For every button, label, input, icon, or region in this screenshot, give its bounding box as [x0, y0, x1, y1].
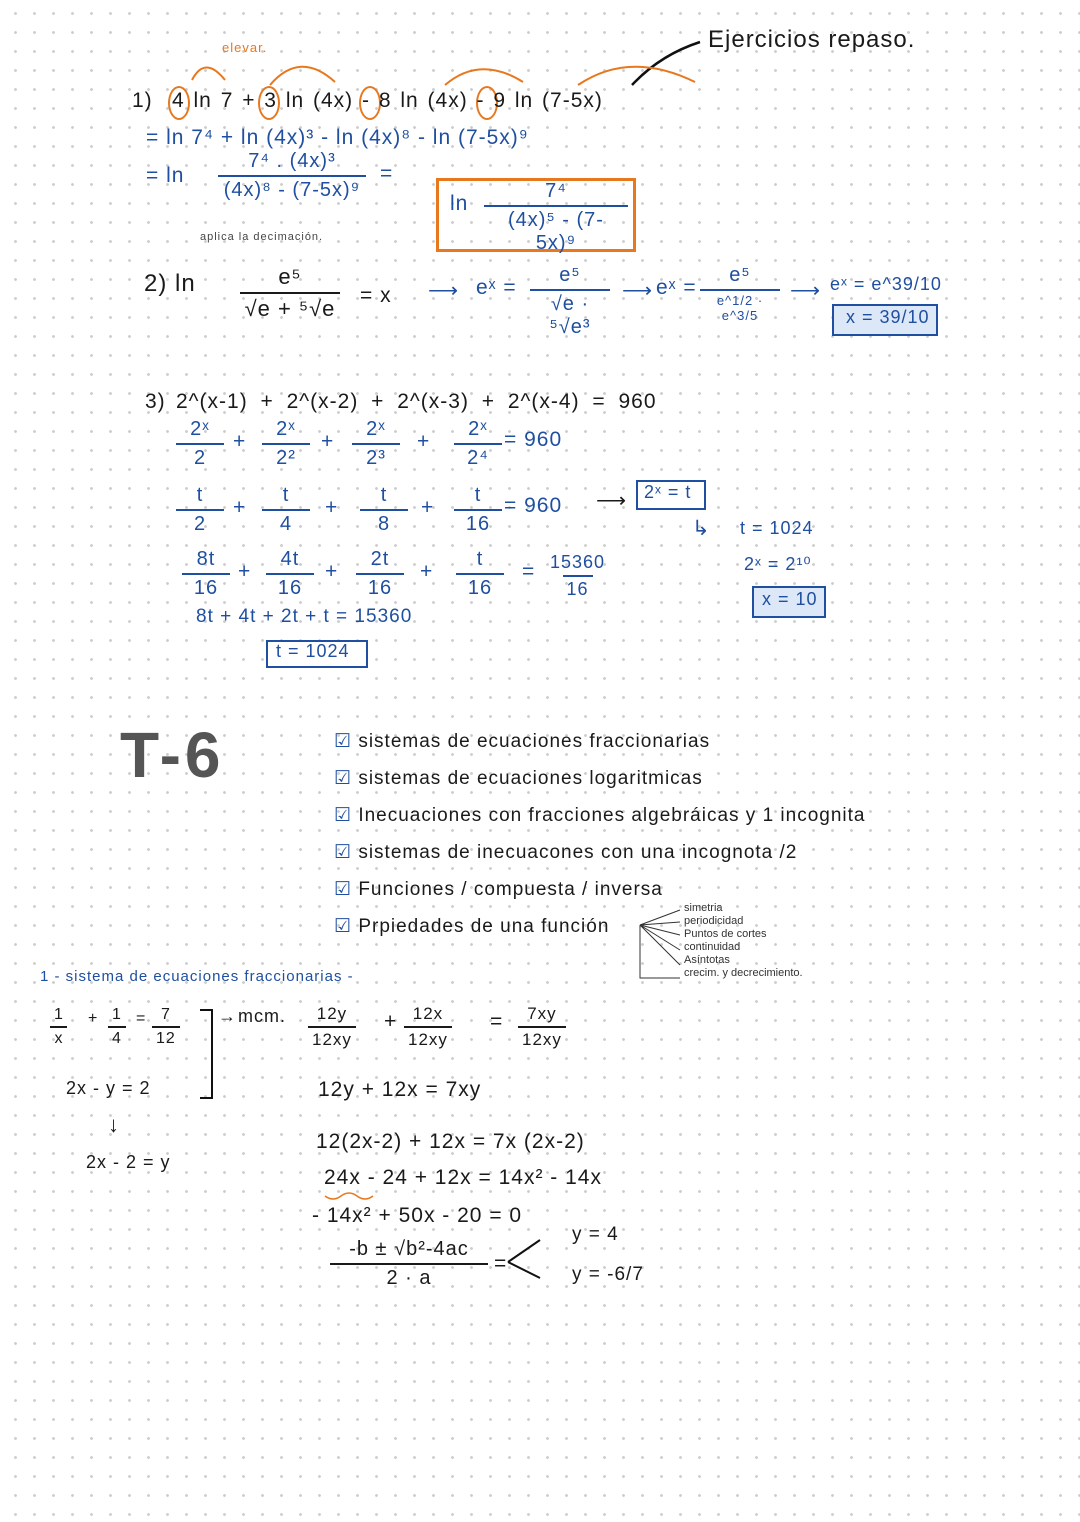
property-item: crecim. y decrecimiento.	[684, 967, 803, 979]
fraction	[176, 484, 224, 536]
step-3: 24x - 24 + 12x = 14x² - 14x	[324, 1166, 602, 1189]
numerator: 1	[54, 1006, 64, 1023]
numerator: -b ± √b²-4ac	[349, 1238, 469, 1260]
numerator: 2ˣ	[276, 418, 296, 440]
substitution: 2ˣ = t	[644, 482, 692, 502]
solution-y2: y = -6/7	[572, 1264, 644, 1285]
plus-sign: +	[420, 560, 434, 583]
denominator: 16	[266, 573, 314, 600]
checked-box-icon[interactable]: ☑	[334, 805, 353, 826]
numerator: 7⁴	[545, 180, 567, 202]
numerator: 7xy	[527, 1004, 557, 1023]
denominator: 16	[563, 575, 593, 600]
denominator: (4x)⁸ - (7-5x)⁹	[218, 175, 366, 202]
ex3-side-power: 2ˣ = 2¹⁰	[744, 554, 812, 574]
numerator: 2t	[370, 548, 390, 570]
arrow-icon: ⟶	[596, 489, 628, 512]
ex2-fraction	[240, 264, 340, 322]
fraction	[456, 548, 504, 600]
ex3-side-t: t = 1024	[740, 518, 814, 538]
plus-sign: +	[238, 560, 252, 583]
denominator: 12xy	[308, 1026, 356, 1050]
topic-item	[334, 730, 710, 753]
property-item: Asíntotas	[684, 954, 730, 966]
numerator: 12y	[316, 1004, 348, 1023]
denominator: 2⁴	[454, 443, 502, 470]
fraction	[360, 484, 408, 536]
denominator: 12	[152, 1026, 180, 1048]
checked-box-icon[interactable]: ☑	[334, 731, 353, 752]
arrow-icon: ↳	[692, 517, 711, 540]
numerator: 8t	[196, 548, 216, 570]
denominator: (4x)⁵ - (7-5x)⁹	[484, 205, 628, 255]
fraction	[176, 418, 224, 470]
arrow-icon: ⟶	[428, 279, 460, 302]
topic-item-label: Funciones / compuesta / inversa	[358, 879, 663, 900]
ex2-step1-lhs: eˣ =	[476, 276, 517, 299]
numerator: e⁵	[729, 264, 751, 286]
numerator: t	[380, 484, 388, 506]
numerator: 1	[112, 1006, 122, 1023]
numerator: 12x	[412, 1004, 444, 1023]
denominator: 2	[176, 443, 224, 470]
numerator: 2ˣ	[190, 418, 210, 440]
fraction	[262, 484, 310, 536]
solution-y1: y = 4	[572, 1224, 619, 1245]
fraction	[352, 418, 400, 470]
quadratic-formula	[330, 1238, 488, 1290]
property-item: simetria	[684, 902, 723, 914]
ex3-line5: 8t + 4t + 2t + t = 15360	[196, 606, 413, 627]
denominator: 12xy	[404, 1026, 452, 1050]
plus-sign: +	[88, 1010, 99, 1027]
ex1-label: 1)	[132, 89, 153, 112]
denominator: 2²	[262, 443, 310, 470]
ex3-label: 3)	[145, 390, 166, 413]
step-4: - 14x² + 50x - 20 = 0	[312, 1204, 523, 1227]
plus-sign: +	[233, 430, 247, 453]
numerator: t	[196, 484, 204, 506]
numerator: t	[474, 484, 482, 506]
numerator: e⁵	[278, 264, 302, 289]
step-1: 12y + 12x = 7xy	[318, 1078, 482, 1101]
topic-item-label: Prpiedades de una función	[358, 916, 610, 937]
plus-sign: +	[325, 560, 339, 583]
down-arrow-icon: ↓	[108, 1112, 120, 1137]
ex2-result: x = 39/10	[846, 307, 930, 327]
numerator: 4t	[280, 548, 300, 570]
fraction	[182, 548, 230, 600]
topic-item	[334, 767, 703, 790]
denominator: e^1/2 · e^3/5	[700, 289, 780, 323]
checked-box-icon[interactable]: ☑	[334, 842, 353, 863]
fraction	[454, 484, 502, 536]
ex1-line2: = ln 7⁴ + ln (4x)³ - ln (4x)⁸ - ln (7-5x)⁹	[146, 126, 529, 149]
plus-sign: +	[325, 496, 339, 519]
equals-sign: =	[494, 1252, 508, 1275]
denominator: 4	[108, 1026, 126, 1048]
plus-sign: +	[384, 1010, 398, 1033]
plus-sign: +	[233, 496, 247, 519]
equals-sign: =	[380, 162, 394, 185]
ex1-line3-prefix: = ln	[146, 164, 185, 187]
plus-sign: +	[321, 430, 335, 453]
denominator: 2³	[352, 443, 400, 470]
fraction-7-12	[152, 1006, 180, 1048]
fraction-1-4	[108, 1006, 126, 1048]
topic-item	[334, 804, 866, 827]
numerator: 7⁴ . (4x)³	[248, 150, 336, 172]
ex3-line4-rhs	[546, 552, 609, 600]
numerator: t	[282, 484, 290, 506]
ex2-step2-lhs: eˣ =	[656, 276, 697, 299]
denominator: x	[50, 1026, 67, 1048]
ex3-result: x = 10	[762, 589, 818, 609]
fraction	[356, 548, 404, 600]
arrow-icon: ⟶	[622, 279, 654, 302]
t-result: t = 1024	[276, 641, 350, 661]
plus-sign: +	[421, 496, 435, 519]
property-item: periodicidad	[684, 915, 744, 927]
denominator: 2 · a	[330, 1263, 488, 1290]
ex3-line1: 2^(x-1) + 2^(x-2) + 2^(x-3) + 2^(x-4) = 960	[176, 390, 657, 413]
fraction-7xy	[518, 1004, 566, 1050]
plus-sign: +	[417, 430, 431, 453]
ex1-line3-fraction	[218, 150, 366, 202]
numerator: t	[476, 548, 484, 570]
equals-sign: =	[522, 560, 536, 583]
denominator: 8	[360, 509, 408, 536]
elevar-note: elevar.	[222, 40, 268, 55]
equals-sign: =	[490, 1010, 504, 1033]
section-title: 1 - sistema de ecuaciones fraccionarias -	[40, 968, 354, 985]
mcm-label: mcm.	[238, 1006, 286, 1026]
fraction-1-x	[50, 1006, 68, 1048]
denominator: 4	[262, 509, 310, 536]
checked-box-icon[interactable]: ☑	[334, 879, 353, 900]
topic-item-label: sistemas de ecuaciones fraccionarias	[358, 731, 711, 752]
ex1-note: aplica la decimación.	[200, 231, 324, 243]
numerator: 7	[160, 1006, 171, 1023]
fraction-12x	[404, 1004, 452, 1050]
denominator: √e · ⁵√e³	[530, 289, 610, 339]
ex2-step1-fraction	[530, 264, 610, 339]
topic-item-label: sistemas de ecuaciones logaritmicas	[358, 768, 703, 789]
ex3-line3-rhs: = 960	[504, 494, 563, 517]
ex1-line1: 4 ln 7 + 3 ln (4x) - 8 ln (4x) - 9 ln (7-5x)	[172, 89, 603, 112]
topic-item-label: Inecuaciones con fracciones algebráicas y 1 incognita	[358, 805, 866, 826]
numerator: 2ˣ	[366, 418, 386, 440]
fraction	[266, 548, 314, 600]
step-2: 12(2x-2) + 12x = 7x (2x-2)	[316, 1130, 585, 1153]
property-item: Puntos de cortes	[684, 928, 767, 940]
arrow-icon: ⟶	[790, 279, 822, 302]
topic-item-label: sistemas de inecuacones con una incognota /2	[358, 842, 798, 863]
denominator: 16	[454, 509, 502, 536]
topic-item	[334, 915, 609, 938]
fraction	[454, 418, 502, 470]
checked-box-icon[interactable]: ☑	[334, 916, 353, 937]
equals-sign: =	[136, 1010, 147, 1027]
ex1-result-prefix: ln	[450, 192, 469, 215]
ex1-result-fraction	[484, 180, 628, 255]
topic-title: T-6	[120, 719, 225, 791]
page-title: Ejercicios repaso.	[708, 26, 916, 53]
ex3-line2-rhs: = 960	[504, 428, 563, 451]
checked-box-icon[interactable]: ☑	[334, 768, 353, 789]
ex2-step3: eˣ = e^39/10	[830, 274, 942, 294]
topic-item	[334, 878, 663, 901]
topic-item	[334, 841, 797, 864]
denominator: 2	[176, 509, 224, 536]
arrow-icon: →	[218, 1006, 237, 1026]
denominator: 16	[456, 573, 504, 600]
ex2-equals-x: = x	[360, 284, 392, 307]
equation-2: 2x - y = 2	[66, 1078, 151, 1098]
numerator: e⁵	[559, 264, 581, 286]
denominator: 16	[356, 573, 404, 600]
ex2-label: 2) ln	[144, 270, 196, 297]
numerator: 2ˣ	[468, 418, 488, 440]
denominator: 12xy	[518, 1026, 566, 1050]
property-item: continuidad	[684, 941, 741, 953]
ex2-step2-fraction	[700, 264, 780, 323]
denominator: 16	[182, 573, 230, 600]
denominator: √e + ⁵√e	[240, 292, 340, 322]
numerator: 15360	[550, 552, 606, 572]
fraction-12y	[308, 1004, 356, 1050]
equation-3: 2x - 2 = y	[86, 1152, 171, 1172]
fraction	[262, 418, 310, 470]
